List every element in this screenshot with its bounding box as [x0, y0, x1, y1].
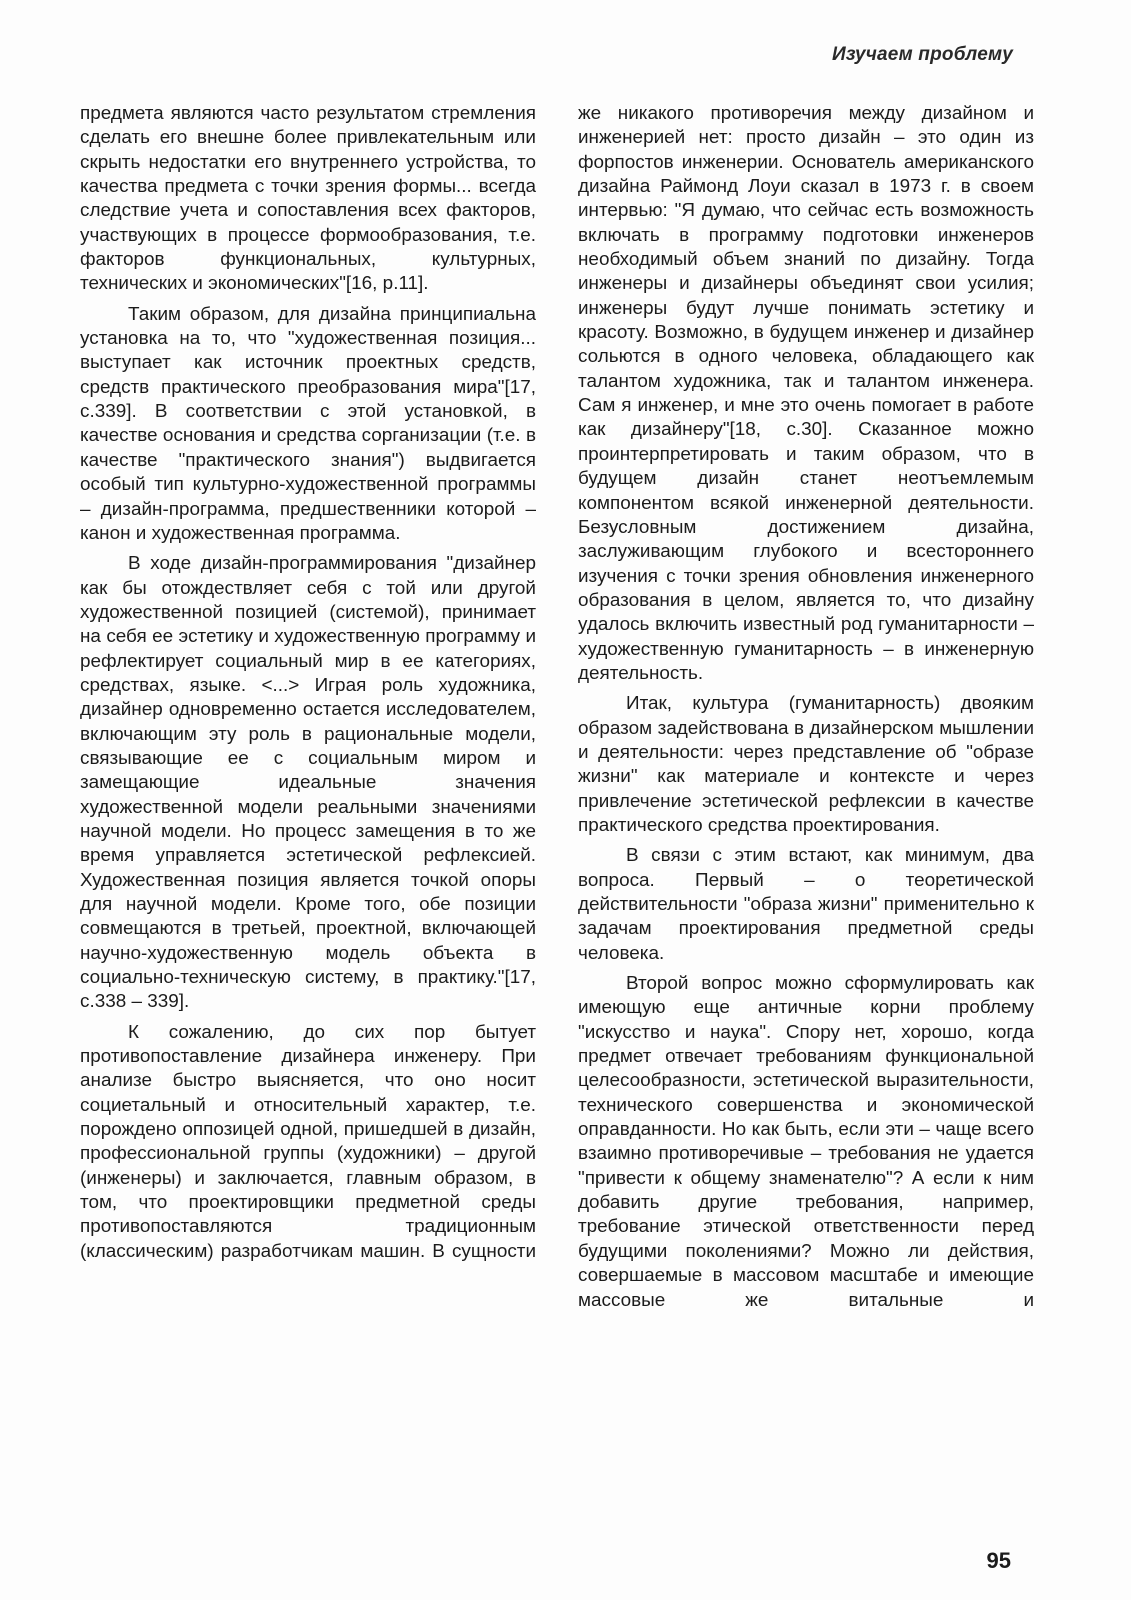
paragraph: В связи с этим встают, как минимум, два вопроса. Первый – о теоретической действительности "образа жизни" применительно к задачам проектирования предметной среды человека. — [578, 845, 1034, 964]
running-header: Изучаем проблему — [831, 44, 1013, 65]
paragraph: Итак, культура (гуманитарность) двояким образом задействована в дизайнерском мышлении и деятельности: через представление об "образе жизни" как материале и контексте и через привлечение эстетической рефлексии в качестве практического средства проектирования. — [578, 693, 1034, 836]
paragraph: В ходе дизайн-программирования "дизайнер как бы отождествляет себя с той или другой художественной позицией (системой), принимает на себя ее эстетику и художественную программу и рефлектирует социальный мир в ее категориях, средствах, языке. <...> Играя роль художника, дизайнер одновременно остается исследователем, включающим эту роль в рациональные модели, связывающие ее с социальным миром и замещающие идеальные значения художественной модели реальными значениями научной модели. Но процесс замещения в то же время управляется эстетической рефлексией. Художественная позиция является точкой опоры для научной модели. Кроме того, обе позиции совмещаются в третьей, проектной, включающей научно-художественную модель объекта в социально-техническую систему, в практику."[17, с.338 – 339]. — [80, 553, 536, 1013]
text-column-left — [80, 102, 536, 1264]
paragraph: Второй вопрос можно сформулировать как имеющую еще античные корни проблему "искусство и наука". Спору нет, хорошо, когда предмет отвечает требованиям функциональной целесообразности, эстетической выразительности, технического совершенства и экономической оправданности. Но как быть, если эти – чаще всего взаимно противоречивые – требования не удается "привести к общему знаменателю"? А если к ним добавить другие требования, например, требование этической ответственности перед будущими поколениями? Можно ли действия, совершаемые в массовом масштабе и имеющие массовые же витальные и — [578, 973, 1034, 1311]
text-column-right — [578, 102, 1034, 1313]
page-number: 95 — [986, 1548, 1011, 1573]
paragraph: же никакого противоречия между дизайном и инженерией нет: просто дизайн – это один из форпостов инженерии. Основатель американского дизайна Раймонд Лоуи сказал в 1973 г. в своем интервью: "Я думаю, что сейчас есть возможность включать в программу подготовки инженеров необходимый объем знаний по дизайну. Тогда инженеры и дизайнеры объединят свои усилия; инженеры будут лучше понимать эстетику и красоту. Возможно, в будущем инженер и дизайнер сольются в одного человека, обладающего как талантом художника, так и талантом инженера. Сам я инженер, и мне это очень помогает в работе как дизайнеру"[18, с.30]. Сказанное можно проинтерпретировать и таким образом, что в будущем дизайн станет неотъемлемым компонентом всякой инженерной деятельности. Безусловным достижением дизайна, заслуживающим глубокого и всестороннего изучения с точки зрения обновления инженерного образования в целом, является то, что дизайну удалось включить известный род гуманитарности – художественную гуманитарность – в инженерную деятельность. — [578, 103, 1034, 684]
paragraph: Таким образом, для дизайна принципиальна установка на то, что "художественная позиция... выступает как источник проектных средств, средств практического преобразования мира"[17, с.339]. В соответствии с этой установкой, в качестве основания и средства сорганизации (т.е. в качестве "практического знания") выдвигается особый тип культурно-художественной программы – дизайн-программа, предшественники которой – канон и художественная программа. — [80, 303, 536, 544]
paragraph: К сожалению, до сих пор бытует противопоставление дизайнера инженеру. При анализе быстро выясняется, что оно носит социетальный и относительный характер, т.е. порождено оппозицей одной, пришедшей в дизайн, профессиональной группы (художники) – другой (инженеры) и заключается, главным образом, в том, что проектировщики предметной среды противопоставляются традиционным (классическим) разработчикам машин. В сущности — [80, 1021, 536, 1262]
paragraph: предмета являются часто результатом стремления сделать его внешне более привлекательным или скрыть недостатки его внутреннего устройства, то качества предмета с точки зрения формы... всегда следствие учета и сопоставления всех факторов, участвующих в процессе формообразования, т.е. факторов функциональных, культурных, технических и экономических"[16, p.11]. — [80, 103, 536, 295]
